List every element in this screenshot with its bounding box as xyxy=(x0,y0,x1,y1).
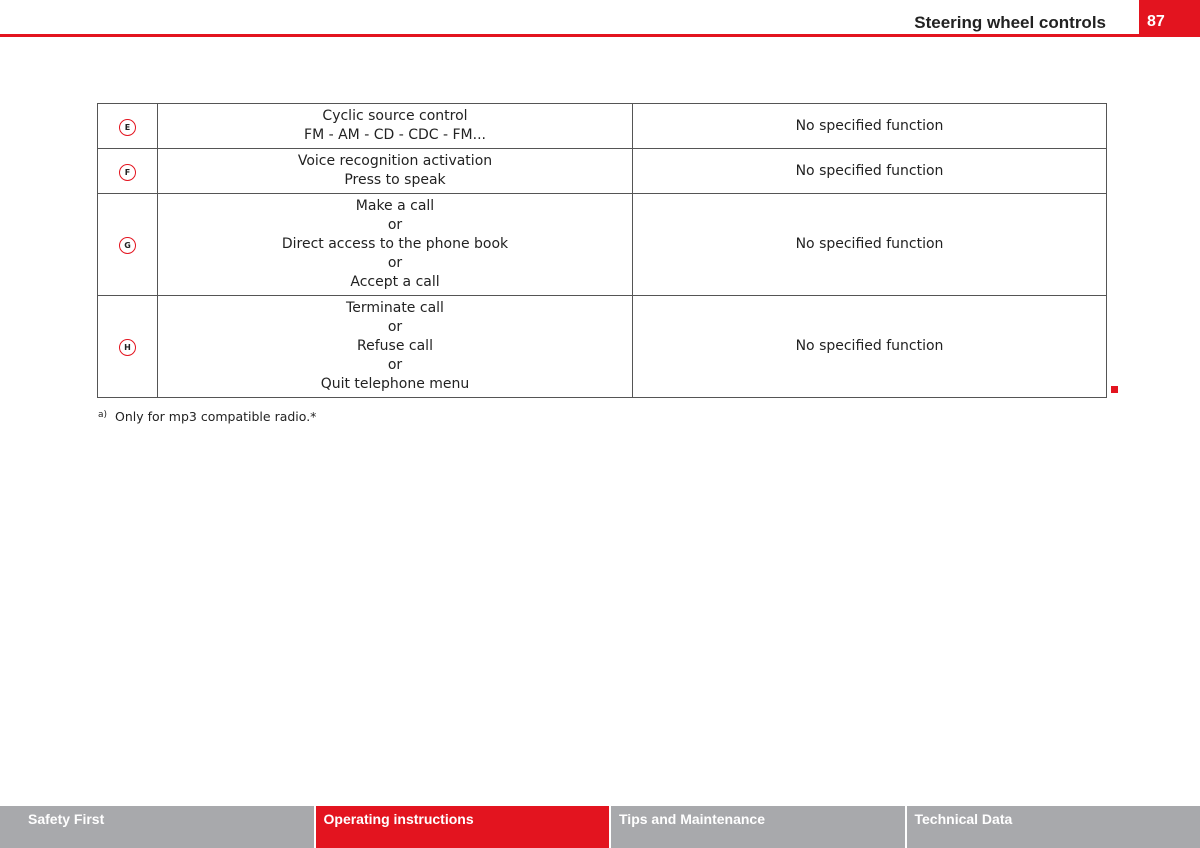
footnote-text: Only for mp3 compatible radio.* xyxy=(115,409,317,424)
table-row xyxy=(98,296,1107,398)
function-line: Accept a call xyxy=(350,274,440,290)
table-row xyxy=(98,104,1107,149)
result-cell: No specified function xyxy=(633,104,1107,149)
function-line: Refuse call xyxy=(357,338,433,354)
tab-safety-first[interactable]: Safety First xyxy=(0,806,314,848)
result-cell: No specified function xyxy=(633,296,1107,398)
function-line: Terminate call xyxy=(346,300,444,316)
function-cell xyxy=(158,104,633,149)
tab-tips-and-maintenance[interactable]: Tips and Maintenance xyxy=(611,806,905,848)
function-line: Voice recognition activation xyxy=(297,153,493,169)
function-line: Cyclic source control xyxy=(322,108,468,124)
result-cell: No specified function xyxy=(633,149,1107,194)
function-line: Make a call xyxy=(355,198,435,214)
function-line: or xyxy=(387,357,403,373)
header-rule xyxy=(0,34,1139,37)
control-label-circle: H xyxy=(119,339,136,356)
control-id-cell xyxy=(98,296,158,398)
function-cell xyxy=(158,149,633,194)
control-id-cell xyxy=(98,104,158,149)
result-cell: No specified function xyxy=(633,194,1107,296)
control-label-circle: F xyxy=(119,164,136,181)
function-line: Press to speak xyxy=(344,172,446,188)
table-row xyxy=(98,149,1107,194)
function-cell xyxy=(158,296,633,398)
section-end-marker xyxy=(1111,386,1118,393)
function-line: or xyxy=(387,255,403,271)
footnote xyxy=(98,409,316,424)
function-line: FM - AM - CD - CDC - FM... xyxy=(304,127,486,143)
tab-technical-data[interactable]: Technical Data xyxy=(907,806,1200,848)
tab-operating-instructions[interactable]: Operating instructions xyxy=(316,806,610,848)
function-line: or xyxy=(387,217,403,233)
table-row xyxy=(98,194,1107,296)
function-line: Direct access to the phone book xyxy=(281,236,509,252)
control-id-cell xyxy=(98,194,158,296)
control-label-circle: E xyxy=(119,119,136,136)
controls-table xyxy=(97,103,1107,398)
function-cell xyxy=(158,194,633,296)
function-line: Quit telephone menu xyxy=(320,376,470,392)
page-number: 87 xyxy=(1139,0,1200,37)
footer-nav xyxy=(0,806,1200,848)
page-title: Steering wheel controls xyxy=(914,13,1106,32)
control-id-cell xyxy=(98,149,158,194)
control-label-circle: G xyxy=(119,237,136,254)
footnote-marker: a) xyxy=(98,410,108,420)
function-line: or xyxy=(387,319,403,335)
